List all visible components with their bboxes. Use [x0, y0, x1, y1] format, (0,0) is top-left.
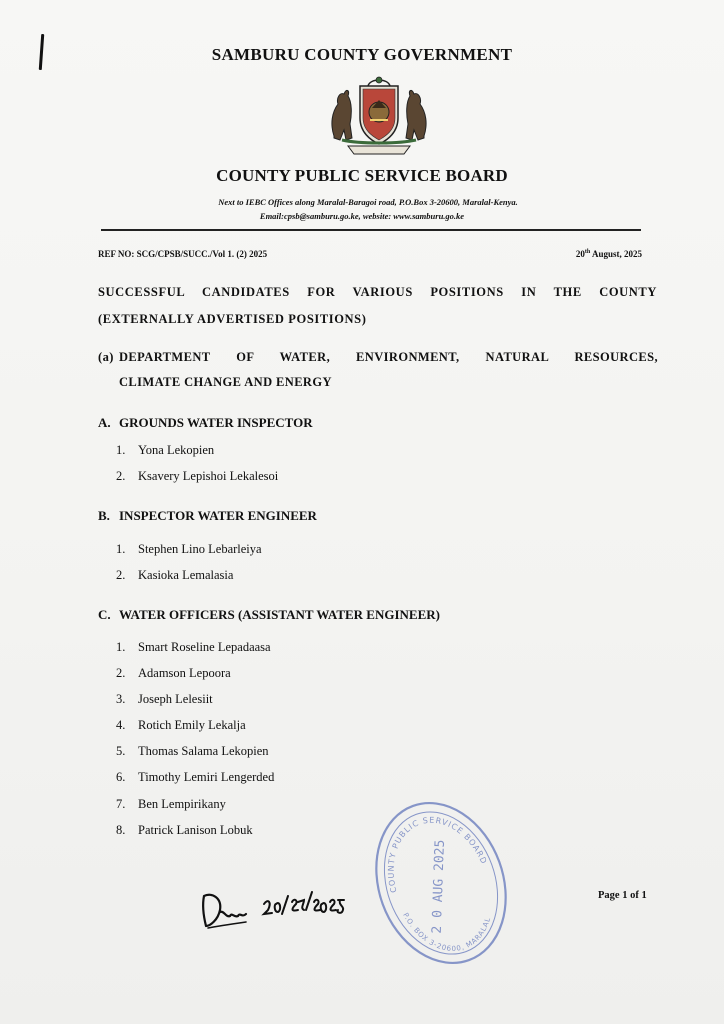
date-day: 20 [575, 249, 585, 259]
svg-text:COUNTY PUBLIC SERVICE BOARD: COUNTY PUBLIC SERVICE BOARD [386, 815, 489, 894]
list-item: 5. Thomas Salama Lekopien [116, 744, 269, 758]
department-line2: CLIMATE CHANGE AND ENERGY [119, 375, 332, 389]
main-heading-line1: SUCCESSFUL CANDIDATES FOR VARIOUS POSITIONS IN THE COUNTY [98, 285, 657, 299]
section-a-title: A. GROUNDS WATER INSPECTOR [98, 415, 313, 430]
date-rest: August, 2025 [590, 249, 642, 259]
list-item: 8. Patrick Lanison Lobuk [116, 823, 253, 837]
svg-text:2 0 AUG 2025: 2 0 AUG 2025 [429, 839, 449, 934]
list-item: 4. Rotich Emily Lekalja [116, 718, 246, 732]
address-line: Next to IEBC Offices along Maralal-Baragoi road, P.O.Box 3-20600, Maralal-Kenya. [218, 197, 518, 207]
section-c-title: C. WATER OFFICERS (ASSISTANT WATER ENGINEER) [98, 607, 440, 622]
header-divider [101, 229, 641, 231]
list-item: 6. Timothy Lemiri Lengerded [116, 770, 275, 784]
board-title: COUNTY PUBLIC SERVICE BOARD [216, 166, 508, 185]
main-heading-line2: (EXTERNALLY ADVERTISED POSITIONS) [98, 312, 367, 326]
document-date [576, 249, 642, 259]
list-item: 7. Ben Lempirikany [116, 797, 226, 811]
section-b-title: B. INSPECTOR WATER ENGINEER [98, 508, 317, 523]
list-item: 2. Adamson Lepoora [116, 666, 231, 680]
svg-text:P.O. BOX 3-20600, MARALAL: P.O. BOX 3-20600, MARALAL [401, 911, 493, 953]
official-stamp [370, 793, 512, 973]
list-item: 1. Yona Lekopien [116, 443, 215, 457]
coat-of-arms-icon [320, 74, 438, 162]
reference-number: REF NO: SCG/CPSB/SUCC./Vol 1. (2) 2025 [98, 249, 268, 259]
list-item: 2. Kasioka Lemalasia [116, 568, 234, 582]
department-label: (a) [98, 350, 114, 364]
department-line1: DEPARTMENT OF WATER, ENVIRONMENT, NATURAL RESOURCES, [119, 350, 658, 364]
date-suffix: th [584, 249, 591, 255]
government-title: SAMBURU COUNTY GOVERNMENT [211, 45, 513, 64]
list-item: 2. Ksavery Lepishoi Lekalesoi [116, 469, 279, 483]
list-item: 3. Joseph Lelesiit [116, 692, 213, 706]
contact-line: Email:cpsb@samburu.go.ke, website: www.samburu.go.ke [259, 211, 465, 221]
list-item: 1. Smart Roseline Lepadaasa [116, 640, 271, 654]
handwritten-signature [198, 882, 358, 934]
list-item: 1. Stephen Lino Lebarleiya [116, 542, 262, 556]
page-number: Page 1 of 1 [598, 890, 647, 901]
